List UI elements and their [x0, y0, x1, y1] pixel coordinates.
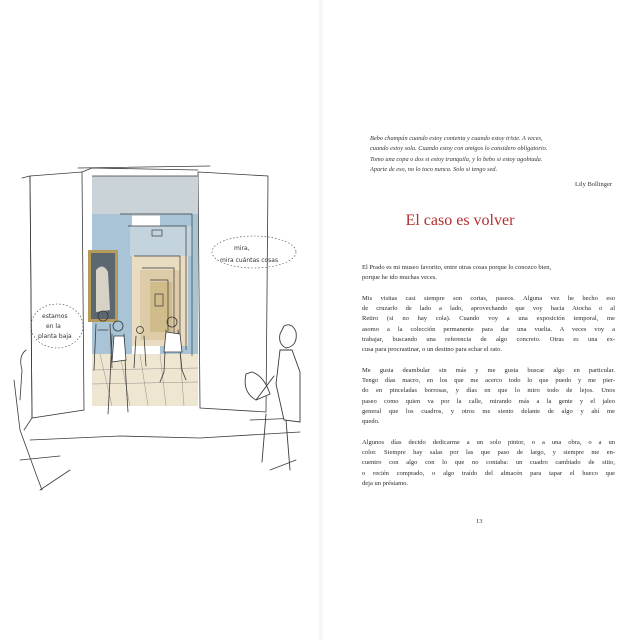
text-page: [340, 0, 615, 640]
epigraph: [370, 134, 615, 176]
paragraph-line: paseo como quien va por la calle, mirando más a la gente y el jaleo: [362, 397, 615, 405]
paragraph-line: de cruzarlo de lado a lado, aprovechando que voy hacia Atocha o al: [362, 305, 615, 313]
paragraph: [362, 294, 615, 355]
paragraph: [362, 438, 615, 489]
paragraph-line: do en pinceladas borrosas, y días en que lo miro todo de lejos. Unos: [362, 387, 615, 395]
paragraph-line: asomo a la colección permanente para dar una vuelta. A veces voy a: [362, 325, 615, 333]
paragraph-line: quedo.: [362, 418, 380, 426]
chapter-title: El caso es volver: [405, 212, 515, 229]
epigraph-line: cuando estoy sola. Cuando estoy con amigos lo considero obligatorio.: [370, 145, 548, 153]
bubble-left-line-3: planta baja: [38, 333, 72, 340]
bubble-right-line-2: mira cuántas cosas: [220, 257, 279, 264]
paragraph-line: porque he ido muchas veces.: [362, 274, 437, 282]
paragraph-line: general que los cuadros, y otros me siento delante de algo y ahí me: [362, 407, 615, 415]
paragraph-line: color. Siempre hay salas por las que paso de largo, y siempre me en-: [362, 449, 615, 457]
paragraph-line: Tengo días macro, en los que me acerco todo lo que puedo y me pier-: [362, 377, 615, 385]
epigraph-line: Aparte de eso, no lo toco nunca. Solo si tengo sed.: [370, 166, 498, 174]
paragraph-line: Retiro (si no hay cola). Cuando voy a una exposición temporal, me: [362, 315, 615, 323]
paragraph-line: El Prado es mi museo favorito, entre otras cosas porque lo conozco bien,: [362, 264, 552, 271]
page-number: 13: [476, 518, 483, 525]
bubble-left-line-1: estamos: [42, 313, 68, 320]
paragraph-line: Mis visitas casi siempre son cortas, paseos. Alguna vez he hecho eso: [362, 295, 615, 302]
paragraph-line: deja un préstamo.: [362, 479, 409, 487]
paragraph: [362, 366, 615, 427]
paragraph-line: cusa para procrastinar, o un destino para echar el rato.: [362, 346, 502, 354]
paragraph-line: cuentro con algo con lo que no contaba: un cuadro cambiado de sitio,: [362, 459, 615, 467]
book-gutter: [318, 0, 324, 640]
epigraph-line: Tomo una copa o dos si estoy tranquila, y lo bebo si estoy agobiada.: [370, 155, 543, 163]
epigraph-line: Bebo champán cuando estoy contenta y cuando estoy triste. A veces,: [370, 135, 543, 142]
paragraph-line: Algunos días decido dedicarme a un solo pintor, o a una obra, o a un: [362, 439, 615, 446]
epigraph-author: Lily Bollinger: [574, 181, 612, 188]
paragraph-line: o recién comprado, o algo traído del almacén para tapar el hueco que: [362, 469, 615, 477]
paragraph-line: Me gusta deambular sin más y me gusta buscar algo en particular.: [362, 367, 615, 374]
paragraph-line: trabajar, buscando una referencia de algo concreto. Otras es una ex-: [362, 335, 615, 343]
paragraph: [362, 263, 615, 283]
bubble-right-line-1: mira,: [234, 245, 250, 252]
bubble-left-line-2: en la: [46, 323, 61, 330]
